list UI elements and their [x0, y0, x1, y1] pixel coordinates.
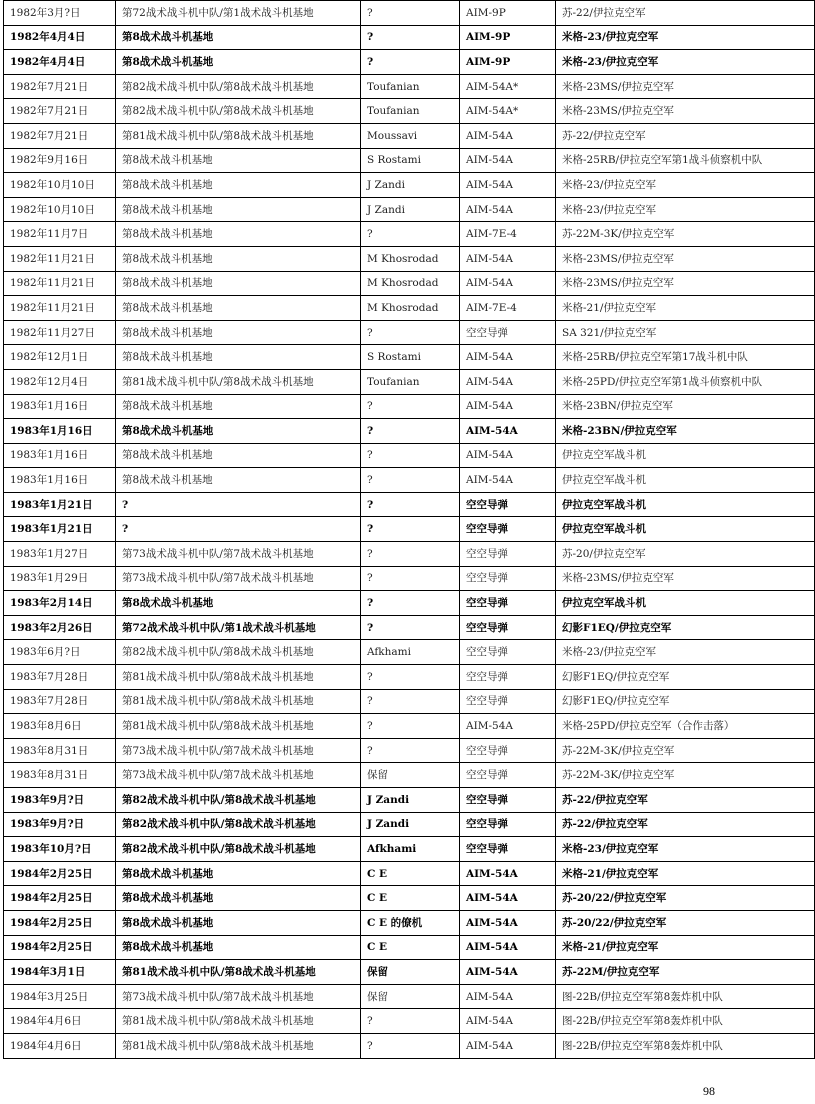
date-cell: 1982年12月1日	[4, 345, 116, 370]
weapon-cell: AIM-9P	[460, 1, 556, 26]
table-row	[4, 1033, 815, 1058]
target-cell: 图-22B/伊拉克空军第8轰炸机中队	[556, 1033, 815, 1058]
unit-cell: 第73战术战斗机中队/第7战术战斗机基地	[116, 542, 361, 567]
date-cell: 1983年7月28日	[4, 665, 116, 690]
pilot-cell: ?	[361, 542, 460, 567]
kill-record-table	[3, 0, 815, 1059]
target-cell: 伊拉克空军战斗机	[556, 492, 815, 517]
weapon-cell: AIM-54A	[460, 148, 556, 173]
target-cell: 苏-22/伊拉克空军	[556, 812, 815, 837]
target-cell: 苏-22M/伊拉克空军	[556, 960, 815, 985]
target-cell: 米格-23MS/伊拉克空军	[556, 99, 815, 124]
target-cell: 米格-25RB/伊拉克空军第17战斗机中队	[556, 345, 815, 370]
weapon-cell: AIM-54A	[460, 910, 556, 935]
date-cell: 1982年4月4日	[4, 25, 116, 50]
table-row	[4, 50, 815, 75]
unit-cell: 第8战术战斗机基地	[116, 394, 361, 419]
pilot-cell: ?	[361, 517, 460, 542]
weapon-cell: 空空导弹	[460, 615, 556, 640]
target-cell: 幻影F1EQ/伊拉克空军	[556, 665, 815, 690]
date-cell: 1982年7月21日	[4, 123, 116, 148]
target-cell: 苏-22M-3K/伊拉克空军	[556, 222, 815, 247]
table-row	[4, 320, 815, 345]
unit-cell: 第73战术战斗机中队/第7战术战斗机基地	[116, 763, 361, 788]
table-row	[4, 689, 815, 714]
unit-cell: 第8战术战斗机基地	[116, 419, 361, 444]
date-cell: 1983年8月6日	[4, 714, 116, 739]
weapon-cell: 空空导弹	[460, 665, 556, 690]
pilot-cell: S Rostami	[361, 345, 460, 370]
date-cell: 1983年1月16日	[4, 419, 116, 444]
page-number: 98	[703, 1084, 715, 1098]
date-cell: 1982年10月10日	[4, 197, 116, 222]
unit-cell: 第81战术战斗机中队/第8战术战斗机基地	[116, 665, 361, 690]
target-cell: 米格-23MS/伊拉克空军	[556, 74, 815, 99]
weapon-cell: 空空导弹	[460, 837, 556, 862]
table-row	[4, 443, 815, 468]
weapon-cell: 空空导弹	[460, 517, 556, 542]
pilot-cell: ?	[361, 1033, 460, 1058]
pilot-cell: ?	[361, 714, 460, 739]
weapon-cell: AIM-54A	[460, 271, 556, 296]
target-cell: 米格-25PD/伊拉克空军第1战斗侦察机中队	[556, 369, 815, 394]
pilot-cell: J Zandi	[361, 812, 460, 837]
unit-cell: 第8战术战斗机基地	[116, 197, 361, 222]
pilot-cell: ?	[361, 419, 460, 444]
unit-cell: 第82战术战斗机中队/第8战术战斗机基地	[116, 788, 361, 813]
weapon-cell: AIM-54A	[460, 197, 556, 222]
target-cell: 米格-23/伊拉克空军	[556, 50, 815, 75]
unit-cell: 第8战术战斗机基地	[116, 148, 361, 173]
pilot-cell: ?	[361, 492, 460, 517]
table-row	[4, 99, 815, 124]
date-cell: 1984年2月25日	[4, 910, 116, 935]
pilot-cell: M Khosrodad	[361, 246, 460, 271]
pilot-cell: M Khosrodad	[361, 296, 460, 321]
table-row	[4, 394, 815, 419]
unit-cell: 第82战术战斗机中队/第8战术战斗机基地	[116, 74, 361, 99]
table-row	[4, 812, 815, 837]
target-cell: 米格-23/伊拉克空军	[556, 837, 815, 862]
unit-cell: 第81战术战斗机中队/第8战术战斗机基地	[116, 1009, 361, 1034]
date-cell: 1982年9月16日	[4, 148, 116, 173]
date-cell: 1983年9月?日	[4, 788, 116, 813]
date-cell: 1982年11月27日	[4, 320, 116, 345]
date-cell: 1982年3月?日	[4, 1, 116, 26]
weapon-cell: 空空导弹	[460, 640, 556, 665]
weapon-cell: AIM-54A	[460, 345, 556, 370]
target-cell: 米格-21/伊拉克空军	[556, 861, 815, 886]
weapon-cell: AIM-54A	[460, 935, 556, 960]
target-cell: 米格-23/伊拉克空军	[556, 173, 815, 198]
unit-cell: 第73战术战斗机中队/第7战术战斗机基地	[116, 566, 361, 591]
pilot-cell: ?	[361, 738, 460, 763]
weapon-cell: AIM-54A	[460, 1033, 556, 1058]
weapon-cell: AIM-54A*	[460, 74, 556, 99]
target-cell: 米格-23/伊拉克空军	[556, 640, 815, 665]
weapon-cell: AIM-54A	[460, 468, 556, 493]
pilot-cell: ?	[361, 468, 460, 493]
unit-cell: 第8战术战斗机基地	[116, 296, 361, 321]
weapon-cell: AIM-54A	[460, 861, 556, 886]
unit-cell: ?	[116, 492, 361, 517]
target-cell: 米格-21/伊拉克空军	[556, 296, 815, 321]
weapon-cell: 空空导弹	[460, 763, 556, 788]
target-cell: 苏-22M-3K/伊拉克空军	[556, 738, 815, 763]
target-cell: 苏-22/伊拉克空军	[556, 788, 815, 813]
date-cell: 1983年7月28日	[4, 689, 116, 714]
date-cell: 1983年1月29日	[4, 566, 116, 591]
unit-cell: 第8战术战斗机基地	[116, 443, 361, 468]
target-cell: 苏-22/伊拉克空军	[556, 1, 815, 26]
pilot-cell: Afkhami	[361, 640, 460, 665]
target-cell: 米格-23MS/伊拉克空军	[556, 566, 815, 591]
target-cell: 伊拉克空军战斗机	[556, 443, 815, 468]
weapon-cell: AIM-9P	[460, 25, 556, 50]
pilot-cell: Afkhami	[361, 837, 460, 862]
weapon-cell: 空空导弹	[460, 320, 556, 345]
pilot-cell: M Khosrodad	[361, 271, 460, 296]
date-cell: 1982年11月21日	[4, 271, 116, 296]
target-cell: 米格-23MS/伊拉克空军	[556, 246, 815, 271]
weapon-cell: 空空导弹	[460, 591, 556, 616]
weapon-cell: 空空导弹	[460, 738, 556, 763]
pilot-cell: ?	[361, 25, 460, 50]
unit-cell: 第8战术战斗机基地	[116, 246, 361, 271]
pilot-cell: ?	[361, 591, 460, 616]
date-cell: 1984年2月25日	[4, 886, 116, 911]
pilot-cell: Toufanian	[361, 74, 460, 99]
table-row	[4, 148, 815, 173]
unit-cell: 第72战术战斗机中队/第1战术战斗机基地	[116, 615, 361, 640]
date-cell: 1982年11月21日	[4, 246, 116, 271]
table-row	[4, 517, 815, 542]
unit-cell: 第8战术战斗机基地	[116, 271, 361, 296]
date-cell: 1983年1月16日	[4, 468, 116, 493]
pilot-cell: 保留	[361, 960, 460, 985]
table-row	[4, 542, 815, 567]
table-row	[4, 566, 815, 591]
table-row	[4, 222, 815, 247]
date-cell: 1983年1月27日	[4, 542, 116, 567]
weapon-cell: 空空导弹	[460, 689, 556, 714]
table-row	[4, 837, 815, 862]
target-cell: 米格-23/伊拉克空军	[556, 197, 815, 222]
weapon-cell: 空空导弹	[460, 788, 556, 813]
table-row	[4, 763, 815, 788]
unit-cell: 第73战术战斗机中队/第7战术战斗机基地	[116, 984, 361, 1009]
target-cell: 幻影F1EQ/伊拉克空军	[556, 615, 815, 640]
date-cell: 1983年6月?日	[4, 640, 116, 665]
unit-cell: 第8战术战斗机基地	[116, 910, 361, 935]
table-row	[4, 960, 815, 985]
weapon-cell: AIM-7E-4	[460, 296, 556, 321]
table-row	[4, 984, 815, 1009]
table-row	[4, 861, 815, 886]
weapon-cell: AIM-54A	[460, 1009, 556, 1034]
unit-cell: 第8战术战斗机基地	[116, 935, 361, 960]
table-row	[4, 738, 815, 763]
target-cell: 苏-20/22/伊拉克空军	[556, 910, 815, 935]
table-row	[4, 74, 815, 99]
pilot-cell: J Zandi	[361, 197, 460, 222]
date-cell: 1983年10月?日	[4, 837, 116, 862]
target-cell: 苏-20/22/伊拉克空军	[556, 886, 815, 911]
unit-cell: 第8战术战斗机基地	[116, 591, 361, 616]
pilot-cell: ?	[361, 443, 460, 468]
date-cell: 1983年2月26日	[4, 615, 116, 640]
table-row	[4, 910, 815, 935]
table-row	[4, 345, 815, 370]
pilot-cell: Moussavi	[361, 123, 460, 148]
date-cell: 1983年8月31日	[4, 738, 116, 763]
date-cell: 1982年7月21日	[4, 99, 116, 124]
unit-cell: 第8战术战斗机基地	[116, 886, 361, 911]
unit-cell: 第82战术战斗机中队/第8战术战斗机基地	[116, 640, 361, 665]
weapon-cell: AIM-7E-4	[460, 222, 556, 247]
unit-cell: 第82战术战斗机中队/第8战术战斗机基地	[116, 837, 361, 862]
weapon-cell: AIM-54A	[460, 369, 556, 394]
unit-cell: 第81战术战斗机中队/第8战术战斗机基地	[116, 1033, 361, 1058]
weapon-cell: 空空导弹	[460, 566, 556, 591]
target-cell: 米格-23BN/伊拉克空军	[556, 394, 815, 419]
target-cell: 苏-20/伊拉克空军	[556, 542, 815, 567]
weapon-cell: AIM-54A	[460, 984, 556, 1009]
date-cell: 1984年2月25日	[4, 861, 116, 886]
weapon-cell: AIM-54A	[460, 886, 556, 911]
unit-cell: 第8战术战斗机基地	[116, 173, 361, 198]
weapon-cell: AIM-54A	[460, 443, 556, 468]
pilot-cell: ?	[361, 689, 460, 714]
target-cell: 米格-23MS/伊拉克空军	[556, 271, 815, 296]
target-cell: 苏-22M-3K/伊拉克空军	[556, 763, 815, 788]
pilot-cell: J Zandi	[361, 173, 460, 198]
table-row	[4, 935, 815, 960]
weapon-cell: 空空导弹	[460, 542, 556, 567]
target-cell: 伊拉克空军战斗机	[556, 468, 815, 493]
unit-cell: 第8战术战斗机基地	[116, 468, 361, 493]
table-row	[4, 591, 815, 616]
pilot-cell: C E	[361, 886, 460, 911]
table-row	[4, 419, 815, 444]
table-row	[4, 369, 815, 394]
target-cell: 米格-23BN/伊拉克空军	[556, 419, 815, 444]
weapon-cell: AIM-9P	[460, 50, 556, 75]
unit-cell: ?	[116, 517, 361, 542]
unit-cell: 第8战术战斗机基地	[116, 222, 361, 247]
date-cell: 1982年11月7日	[4, 222, 116, 247]
unit-cell: 第72战术战斗机中队/第1战术战斗机基地	[116, 1, 361, 26]
date-cell: 1982年10月10日	[4, 173, 116, 198]
pilot-cell: ?	[361, 50, 460, 75]
table-row	[4, 492, 815, 517]
table-row	[4, 1009, 815, 1034]
pilot-cell: ?	[361, 222, 460, 247]
pilot-cell: S Rostami	[361, 148, 460, 173]
date-cell: 1983年1月21日	[4, 517, 116, 542]
weapon-cell: AIM-54A	[460, 394, 556, 419]
target-cell: 伊拉克空军战斗机	[556, 591, 815, 616]
unit-cell: 第8战术战斗机基地	[116, 25, 361, 50]
weapon-cell: AIM-54A	[460, 960, 556, 985]
pilot-cell: Toufanian	[361, 369, 460, 394]
date-cell: 1983年2月14日	[4, 591, 116, 616]
unit-cell: 第8战术战斗机基地	[116, 345, 361, 370]
weapon-cell: 空空导弹	[460, 812, 556, 837]
weapon-cell: AIM-54A	[460, 714, 556, 739]
unit-cell: 第81战术战斗机中队/第8战术战斗机基地	[116, 123, 361, 148]
date-cell: 1982年4月4日	[4, 50, 116, 75]
date-cell: 1982年11月21日	[4, 296, 116, 321]
date-cell: 1984年4月6日	[4, 1033, 116, 1058]
pilot-cell: ?	[361, 615, 460, 640]
table-row	[4, 271, 815, 296]
pilot-cell: ?	[361, 320, 460, 345]
pilot-cell: ?	[361, 566, 460, 591]
target-cell: 米格-23/伊拉克空军	[556, 25, 815, 50]
table-row	[4, 468, 815, 493]
target-cell: 米格-25RB/伊拉克空军第1战斗侦察机中队	[556, 148, 815, 173]
date-cell: 1983年8月31日	[4, 763, 116, 788]
table-row	[4, 123, 815, 148]
table-row	[4, 714, 815, 739]
target-cell: 图-22B/伊拉克空军第8轰炸机中队	[556, 984, 815, 1009]
date-cell: 1984年4月6日	[4, 1009, 116, 1034]
unit-cell: 第81战术战斗机中队/第8战术战斗机基地	[116, 714, 361, 739]
unit-cell: 第82战术战斗机中队/第8战术战斗机基地	[116, 99, 361, 124]
weapon-cell: AIM-54A	[460, 123, 556, 148]
date-cell: 1984年3月1日	[4, 960, 116, 985]
pilot-cell: C E 的僚机	[361, 910, 460, 935]
weapon-cell: AIM-54A*	[460, 99, 556, 124]
unit-cell: 第81战术战斗机中队/第8战术战斗机基地	[116, 689, 361, 714]
pilot-cell: 保留	[361, 763, 460, 788]
table-row	[4, 246, 815, 271]
table-row	[4, 197, 815, 222]
weapon-cell: AIM-54A	[460, 246, 556, 271]
date-cell: 1983年1月21日	[4, 492, 116, 517]
pilot-cell: ?	[361, 394, 460, 419]
table-row	[4, 1, 815, 26]
pilot-cell: C E	[361, 861, 460, 886]
weapon-cell: AIM-54A	[460, 173, 556, 198]
pilot-cell: ?	[361, 1009, 460, 1034]
target-cell: 米格-25PD/伊拉克空军（合作击落）	[556, 714, 815, 739]
target-cell: 幻影F1EQ/伊拉克空军	[556, 689, 815, 714]
unit-cell: 第8战术战斗机基地	[116, 861, 361, 886]
table-row	[4, 296, 815, 321]
pilot-cell: ?	[361, 665, 460, 690]
date-cell: 1983年1月16日	[4, 394, 116, 419]
unit-cell: 第73战术战斗机中队/第7战术战斗机基地	[116, 738, 361, 763]
date-cell: 1984年3月25日	[4, 984, 116, 1009]
target-cell: 图-22B/伊拉克空军第8轰炸机中队	[556, 1009, 815, 1034]
weapon-cell: 空空导弹	[460, 492, 556, 517]
pilot-cell: ?	[361, 1, 460, 26]
pilot-cell: C E	[361, 935, 460, 960]
pilot-cell: 保留	[361, 984, 460, 1009]
pilot-cell: Toufanian	[361, 99, 460, 124]
target-cell: 米格-21/伊拉克空军	[556, 935, 815, 960]
target-cell: SA 321/伊拉克空军	[556, 320, 815, 345]
weapon-cell: AIM-54A	[460, 419, 556, 444]
table-body	[4, 1, 815, 1059]
unit-cell: 第81战术战斗机中队/第8战术战斗机基地	[116, 960, 361, 985]
table-row	[4, 665, 815, 690]
table-row	[4, 886, 815, 911]
unit-cell: 第8战术战斗机基地	[116, 50, 361, 75]
unit-cell: 第8战术战斗机基地	[116, 320, 361, 345]
date-cell: 1982年12月4日	[4, 369, 116, 394]
table-row	[4, 25, 815, 50]
table-row	[4, 615, 815, 640]
date-cell: 1984年2月25日	[4, 935, 116, 960]
table-row	[4, 788, 815, 813]
table-row	[4, 640, 815, 665]
unit-cell: 第82战术战斗机中队/第8战术战斗机基地	[116, 812, 361, 837]
pilot-cell: J Zandi	[361, 788, 460, 813]
table-row	[4, 173, 815, 198]
unit-cell: 第81战术战斗机中队/第8战术战斗机基地	[116, 369, 361, 394]
target-cell: 伊拉克空军战斗机	[556, 517, 815, 542]
date-cell: 1982年7月21日	[4, 74, 116, 99]
date-cell: 1983年9月?日	[4, 812, 116, 837]
target-cell: 苏-22/伊拉克空军	[556, 123, 815, 148]
date-cell: 1983年1月16日	[4, 443, 116, 468]
